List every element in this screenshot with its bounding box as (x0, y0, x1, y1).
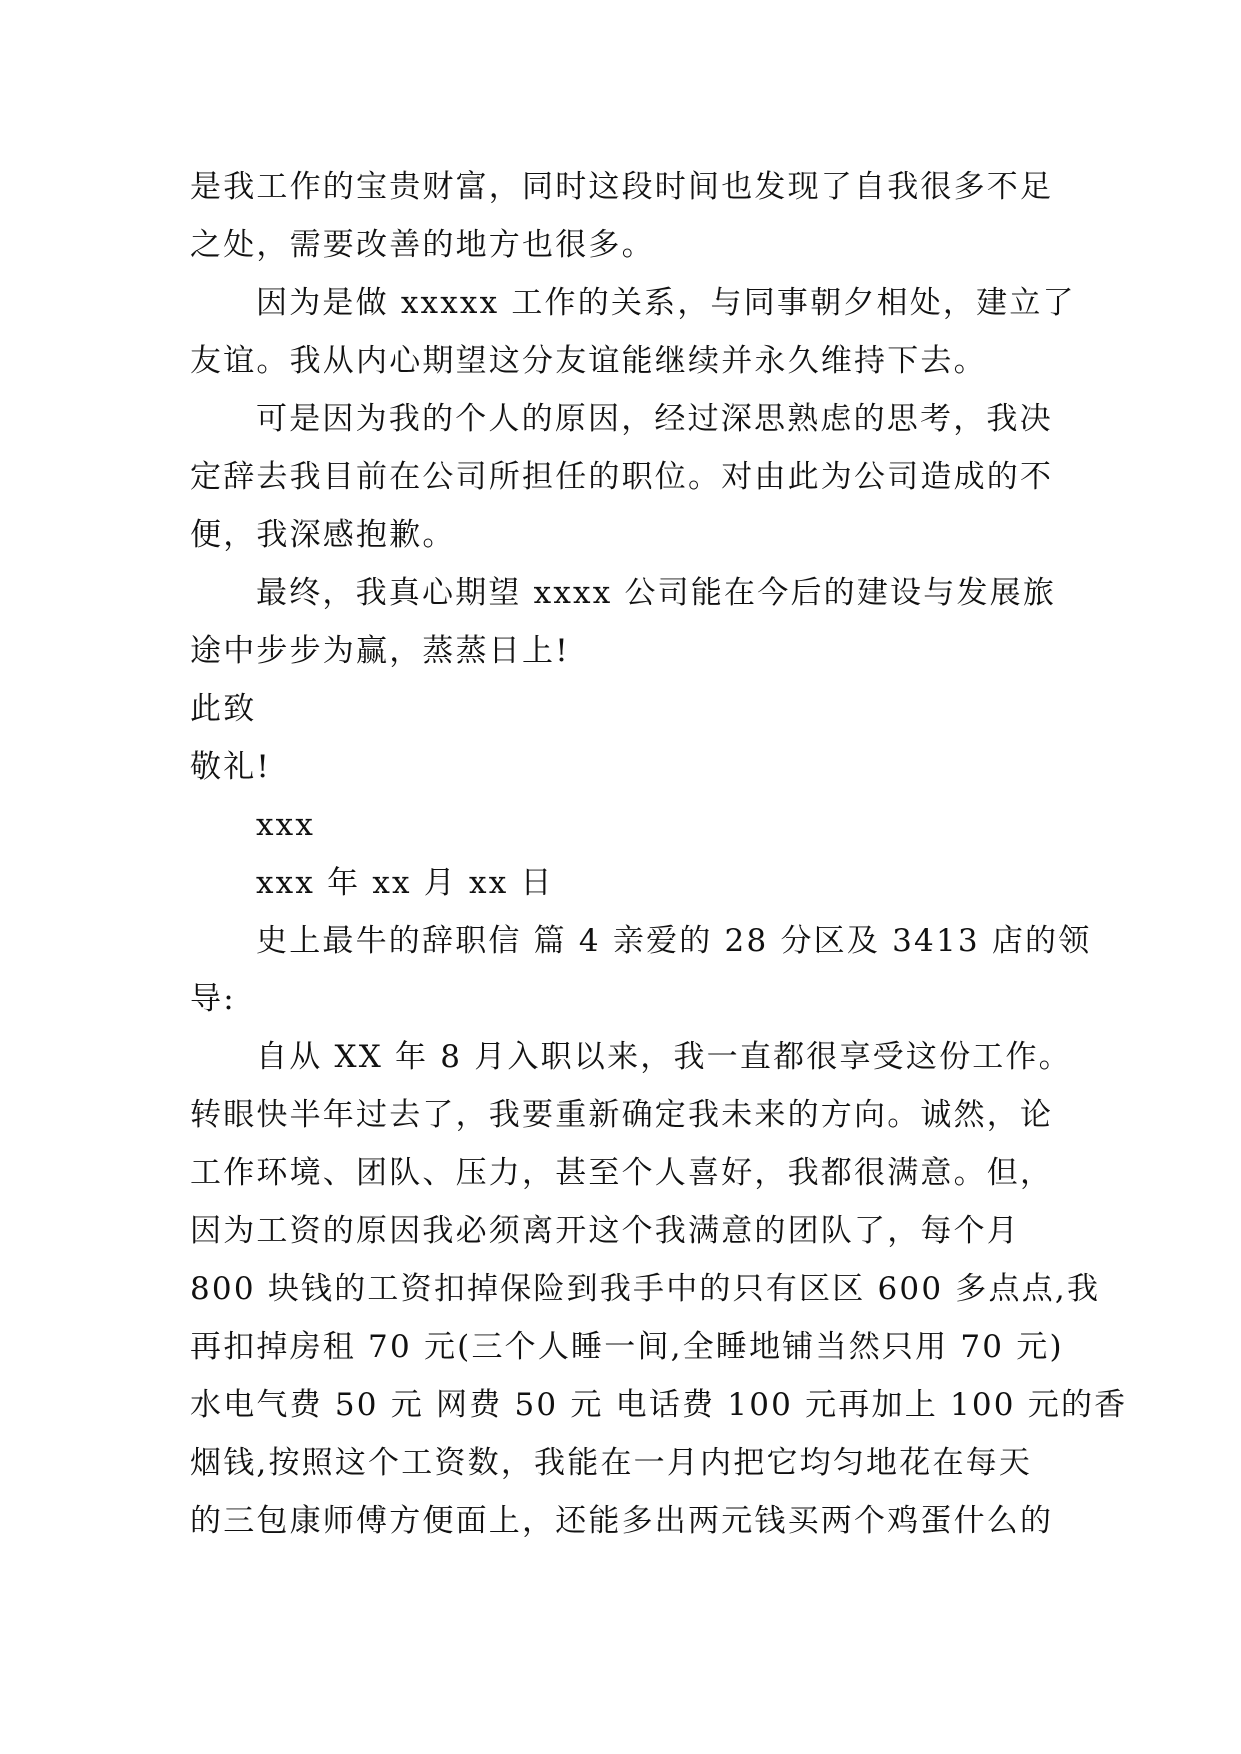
text-line: 便，我深感抱歉。 (190, 517, 456, 553)
text-line: 的三包康师傅方便面上，还能多出两元钱买两个鸡蛋什么的 (190, 1503, 1054, 1539)
text-line: 再扣掉房租 70 元(三个人睡一间,全睡地铺当然只用 70 元) (190, 1329, 1064, 1365)
text-line: 是我工作的宝贵财富，同时这段时间也发现了自我很多不足 (190, 169, 1054, 205)
text-line: 之处，需要改善的地方也很多。 (190, 227, 655, 263)
signature-name: xxx (256, 807, 316, 843)
text-line: 导: (190, 981, 236, 1017)
text-line: 水电气费 50 元 网费 50 元 电话费 100 元再加上 100 元的香 (190, 1387, 1128, 1423)
text-line: 友谊。我从内心期望这分友谊能继续并永久维持下去。 (190, 343, 987, 379)
text-line: 自从 XX 年 8 月入职以来，我一直都很享受这份工作。 (256, 1039, 1072, 1075)
text-line: 烟钱,按照这个工资数，我能在一月内把它均匀地花在每天 (190, 1445, 1033, 1481)
salutation-line: 此致 (190, 691, 257, 727)
signature-date: xxx 年 xx 月 xx 日 (256, 865, 554, 901)
text-line: 定辞去我目前在公司所担任的职位。对由此为公司造成的不 (190, 459, 1054, 495)
salutation-line: 敬礼! (190, 749, 272, 785)
text-line: 800 块钱的工资扣掉保险到我手中的只有区区 600 多点点,我 (190, 1271, 1101, 1307)
text-line: 途中步步为赢，蒸蒸日上! (190, 633, 570, 669)
letter-body (190, 158, 1128, 1550)
text-line: 可是因为我的个人的原因，经过深思熟虑的思考，我决 (256, 401, 1053, 437)
text-line: 转眼快半年过去了，我要重新确定我未来的方向。诚然，论 (190, 1097, 1054, 1133)
text-line: 因为工资的原因我必须离开这个我满意的团队了，每个月 (190, 1213, 1020, 1249)
text-line: 因为是做 xxxxx 工作的关系，与同事朝夕相处，建立了 (256, 285, 1076, 321)
text-line: 最终，我真心期望 xxxx 公司能在今后的建设与发展旅 (256, 575, 1057, 611)
section-heading-line: 史上最牛的辞职信 篇 4 亲爱的 28 分区及 3413 店的领 (256, 923, 1092, 959)
text-line: 工作环境、团队、压力，甚至个人喜好，我都很满意。但， (190, 1155, 1054, 1191)
